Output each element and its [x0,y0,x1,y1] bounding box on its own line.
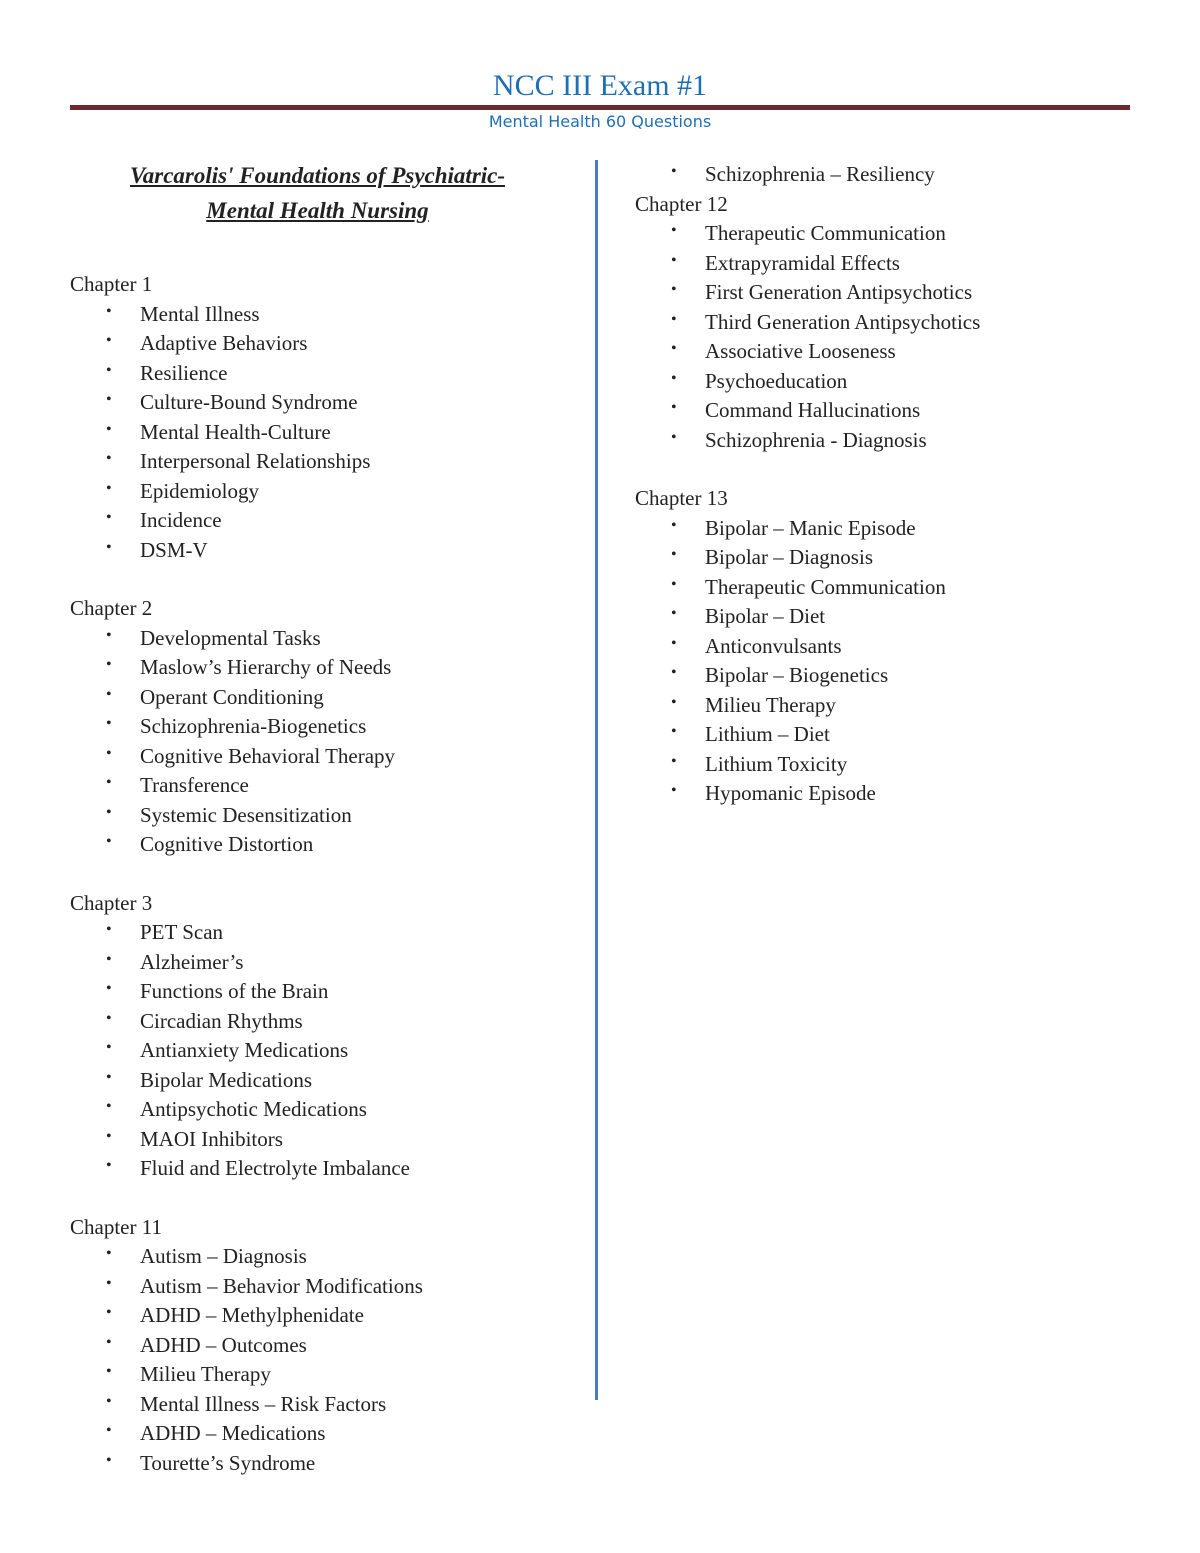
bullet-icon: • [106,1039,112,1056]
bullet-icon: • [671,723,677,740]
bullet-icon: • [106,1363,112,1380]
list-item-text: Command Hallucinations [705,398,921,422]
bullet-icon: • [106,450,112,467]
book-title-line-2: Mental Health Nursing [206,198,429,223]
list-item-text: Maslow’s Hierarchy of Needs [140,655,392,679]
bullet-icon: • [106,1422,112,1439]
chapter-heading: Chapter 12 [635,191,728,216]
list-item-text: Mental Illness – Risk Factors [140,1391,387,1416]
bullet-icon: • [106,332,112,349]
list-item [70,1301,590,1331]
list-item [635,337,1155,367]
list-item [70,1331,590,1361]
list-item [70,1272,590,1302]
bullet-icon: • [671,428,677,446]
bullet-icon: • [671,546,677,563]
bullet-icon: • [671,222,677,239]
list-item-text: First Generation Antipsychotics [705,280,973,304]
list-item [70,742,590,772]
list-item-text: Tourette’s Syndrome [140,1450,316,1475]
bullet-icon: • [106,685,112,703]
list-item [70,653,590,683]
bullet-icon: • [106,715,112,732]
list-item-text: Culture-Bound Syndrome [140,390,358,414]
list-item [635,720,1155,750]
bullet-icon: • [106,1304,112,1321]
list-item-text: Autism – Diagnosis [140,1244,307,1268]
page-title: NCC III Exam #1 [492,69,708,102]
list-item-text: Bipolar – Manic Episode [705,515,916,540]
list-item [635,426,1155,456]
list-item [635,308,1155,338]
list-item [635,632,1155,662]
list-item [70,1154,590,1184]
bullet-icon: • [106,1098,112,1115]
list-item-text: Alzheimer’s [140,949,244,974]
list-item [70,447,590,477]
bullet-icon: • [106,1245,112,1262]
bullet-icon: • [106,420,112,438]
bullet-icon: • [106,1068,112,1086]
chapter-section [70,594,590,860]
continued-item-list [635,160,1155,190]
list-item [70,830,590,860]
bullet-icon: • [671,281,677,298]
chapter-heading: Chapter 1 [70,272,153,296]
list-item [635,219,1155,249]
list-item [635,779,1155,809]
list-item-text: Developmental Tasks [140,625,321,650]
bullet-icon: • [671,369,677,387]
bullet-icon: • [106,302,112,320]
column-divider [595,160,598,1400]
list-item-text: Adaptive Behaviors [140,331,308,355]
continued-list [635,160,1155,190]
list-item [70,1125,590,1155]
list-item [70,1036,590,1066]
list-item-text: Schizophrenia-Biogenetics [140,714,367,738]
list-item [70,712,590,742]
list-item-text: Mental Illness [140,301,260,326]
list-item [70,948,590,978]
list-item-text: Functions of the Brain [140,979,329,1003]
bullet-icon: • [106,921,112,938]
bullet-icon: • [671,251,677,269]
list-item-text: Epidemiology [140,478,259,503]
list-item [635,514,1155,544]
list-item [70,1242,590,1272]
list-item-text: Anticonvulsants [705,633,842,658]
chapter-heading: Chapter 11 [70,1214,162,1239]
bullet-icon: • [671,605,677,622]
bullet-icon: • [106,803,112,821]
list-item-text: Psychoeducation [705,368,848,393]
list-item [70,506,590,536]
list-item [70,1007,590,1037]
bullet-icon: • [106,1157,112,1174]
list-item-text: Cognitive Behavioral Therapy [140,743,396,768]
bullet-icon: • [671,163,677,180]
bullet-icon: • [106,744,112,762]
list-item-text: Autism – Behavior Modifications [140,1273,423,1298]
list-item [70,683,590,713]
list-item [635,661,1155,691]
bullet-icon: • [671,516,677,534]
book-title-line-1: Varcarolis' Foundations of Psychiatric- [129,163,506,188]
list-item-text: Hypomanic Episode [705,781,876,805]
list-item-text: Bipolar – Biogenetics [705,663,889,687]
list-item-text: Operant Conditioning [140,684,324,709]
list-item [70,418,590,448]
list-item [70,359,590,389]
bullet-icon: • [106,950,112,968]
list-item [70,1419,590,1449]
list-item [635,691,1155,721]
list-item-text: Therapeutic Communication [705,574,946,599]
chapter-heading: Chapter 3 [70,890,153,915]
chapter-section [70,889,590,1184]
bullet-icon: • [106,833,112,850]
topic-list [635,514,1155,809]
list-item-text: Circadian Rhythms [140,1008,303,1033]
list-item-text: Third Generation Antipsychotics [705,309,981,334]
chapter-section [635,484,1155,809]
book-title [70,158,565,228]
topic-list [70,300,590,566]
bullet-icon: • [106,656,112,673]
list-item [635,278,1155,308]
bullet-icon: • [671,310,677,328]
list-item [635,573,1155,603]
bullet-icon: • [106,980,112,997]
list-item [70,1066,590,1096]
bullet-icon: • [671,340,677,357]
bullet-icon: • [671,782,677,799]
list-item [635,396,1155,426]
chapter-section [70,270,590,565]
page-subtitle: Mental Health 60 Questions [488,112,712,131]
list-item [70,1390,590,1420]
list-item [70,918,590,948]
list-item-text: Incidence [140,508,222,532]
list-item-text: MAOI Inhibitors [140,1126,283,1151]
list-item-text: Associative Looseness [705,339,896,363]
chapter-heading: Chapter 2 [70,596,153,620]
topic-list [635,219,1155,455]
list-item [70,388,590,418]
list-item [70,1095,590,1125]
list-item-text: Antipsychotic Medications [140,1097,367,1121]
bullet-icon: • [106,1274,112,1292]
list-item-text: Antianxiety Medications [140,1038,349,1062]
list-item-text: Resilience [140,360,228,385]
list-item-text: ADHD – Medications [140,1421,326,1445]
list-item-text: Schizophrenia - Diagnosis [705,427,927,452]
list-item-text: Lithium – Diet [705,722,830,746]
list-item-text: Milieu Therapy [140,1362,271,1386]
right-sections [635,190,1155,809]
list-item-text: Bipolar Medications [140,1067,313,1092]
bullet-icon: • [106,391,112,408]
list-item [70,624,590,654]
bullet-icon: • [106,1333,112,1351]
bullet-icon: • [106,479,112,497]
list-item-text: Mental Health-Culture [140,419,331,444]
list-item [70,1360,590,1390]
topic-list [70,624,590,860]
chapter-section [635,190,1155,456]
list-item [70,801,590,831]
right-column [635,160,1155,838]
list-item-text: ADHD – Methylphenidate [140,1303,364,1327]
bullet-icon: • [671,693,677,711]
list-item-text: Interpersonal Relationships [140,449,371,473]
bullet-icon: • [671,575,677,593]
chapter-heading: Chapter 13 [635,486,728,510]
list-item-text: Fluid and Electrolyte Imbalance [140,1156,410,1180]
bullet-icon: • [106,1451,112,1469]
list-item-text: Lithium Toxicity [705,751,848,776]
list-item-text: Systemic Desensitization [140,802,352,827]
list-item [70,329,590,359]
list-item [70,771,590,801]
bullet-icon: • [106,1392,112,1410]
list-item-text: Bipolar – Diagnosis [705,545,873,569]
chapter-section [70,1213,590,1479]
list-item-text: Transference [140,773,249,797]
list-item-text: Cognitive Distortion [140,832,314,856]
bullet-icon: • [106,1127,112,1145]
left-column [70,158,590,1507]
bullet-icon: • [106,361,112,379]
bullet-icon: • [106,774,112,791]
list-item [635,543,1155,573]
list-item [70,536,590,566]
bullet-icon: • [671,752,677,770]
bullet-icon: • [106,538,112,556]
topic-list [70,918,590,1184]
list-item-text: Milieu Therapy [705,692,836,717]
list-item-text: ADHD – Outcomes [140,1332,307,1357]
list-item [70,300,590,330]
list-item [70,477,590,507]
list-item [635,367,1155,397]
bullet-icon: • [106,509,112,526]
list-item [70,977,590,1007]
list-item [70,1449,590,1479]
bullet-icon: • [106,626,112,644]
left-sections [70,270,590,1478]
list-item-text: DSM-V [140,537,208,562]
list-item-text: Schizophrenia – Resiliency [705,162,935,186]
bullet-icon: • [671,634,677,652]
list-item [635,750,1155,780]
bullet-icon: • [671,664,677,681]
list-item-text: Extrapyramidal Effects [705,250,900,275]
list-item [635,249,1155,279]
list-item-text: Bipolar – Diet [705,604,826,628]
list-item [635,602,1155,632]
bullet-icon: • [671,399,677,416]
list-item [635,160,1155,190]
list-item-text: PET Scan [140,920,224,944]
list-item-text: Therapeutic Communication [705,221,946,245]
topic-list [70,1242,590,1478]
bullet-icon: • [106,1009,112,1027]
